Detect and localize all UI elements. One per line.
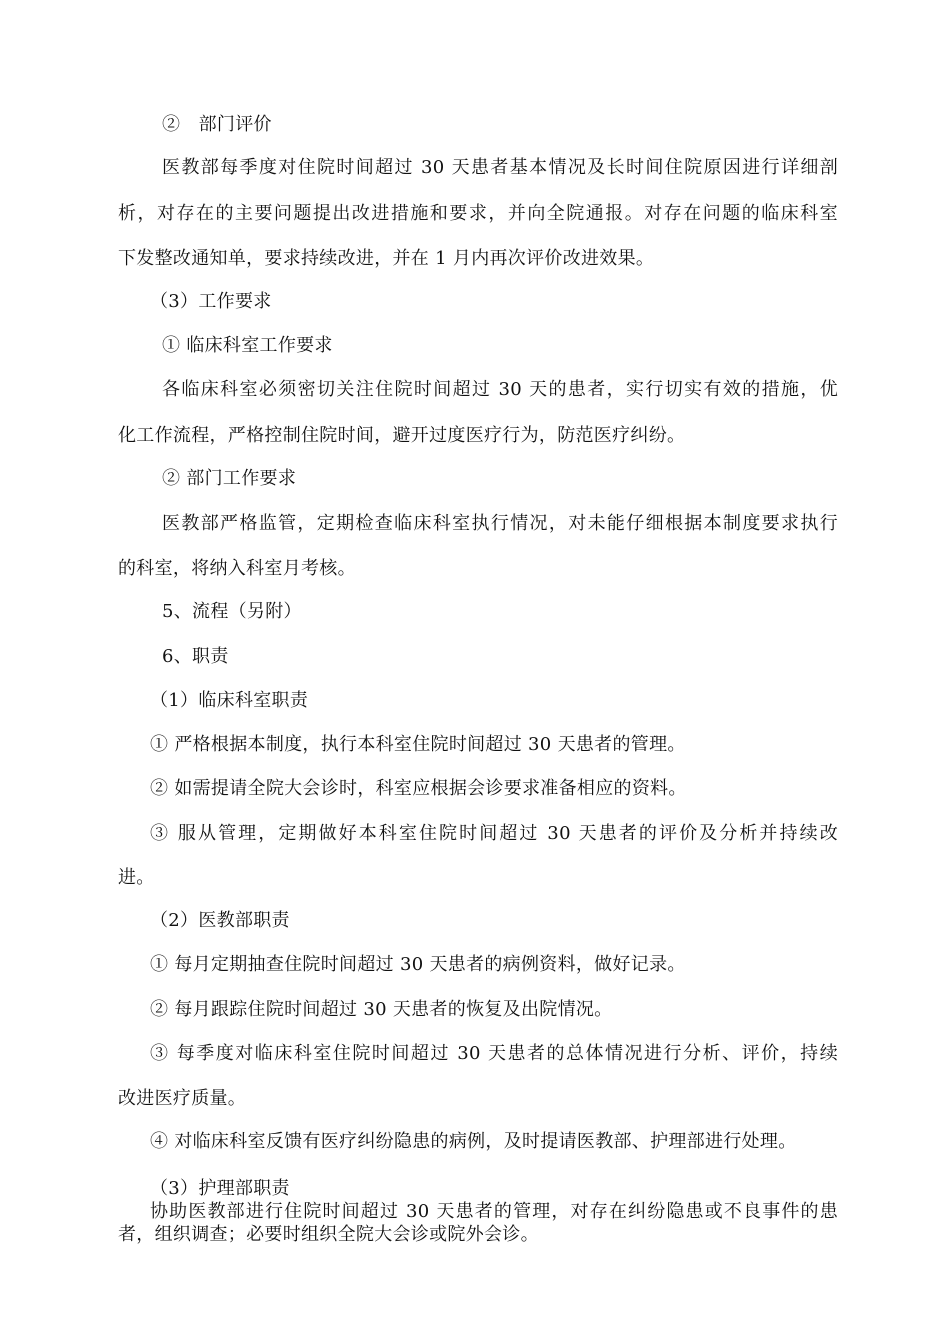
heading-process: 5、流程（另附）: [162, 601, 302, 622]
heading-department-requirements: ② 部门工作要求: [162, 468, 297, 489]
paragraph-line: 下发整改通知单，要求持续改进，并在 1 月内再次评价改进效果。: [118, 248, 655, 269]
heading-department-evaluation: ② 部门评价: [162, 114, 272, 135]
paragraph-line: 析，对存在的主要问题提出改进措施和要求，并向全院通报。对存在问题的临床科室: [118, 203, 838, 224]
paragraph-line: 各临床科室必须密切关注住院时间超过 30 天的患者，实行切实有效的措施，优: [162, 379, 838, 400]
list-item: ④ 对临床科室反馈有医疗纠纷隐患的病例，及时提请医教部、护理部进行处理。: [150, 1131, 797, 1152]
list-item: ③ 每季度对临床科室住院时间超过 30 天患者的总体情况进行分析、评价，持续: [150, 1043, 838, 1064]
list-item: ③ 服从管理，定期做好本科室住院时间超过 30 天患者的评价及分析并持续改: [150, 823, 838, 844]
heading-nursing-responsibilities: （3）护理部职责: [150, 1178, 290, 1199]
paragraph-line: 者，组织调查；必要时组织全院大会诊或院外会诊。: [118, 1224, 539, 1245]
list-item: ② 如需提请全院大会诊时，科室应根据会诊要求准备相应的资料。: [150, 778, 687, 799]
list-item-continuation: 改进医疗质量。: [118, 1088, 247, 1109]
heading-medical-education-responsibilities: （2）医教部职责: [150, 910, 290, 931]
paragraph-line: 医教部严格监管，定期检查临床科室执行情况，对未能仔细根据本制度要求执行: [162, 513, 838, 534]
paragraph-line: 协助医教部进行住院时间超过 30 天患者的管理，对存在纠纷隐患或不良事件的患: [150, 1201, 838, 1222]
heading-clinical-requirements: ① 临床科室工作要求: [162, 335, 333, 356]
heading-clinical-responsibilities: （1）临床科室职责: [150, 690, 309, 711]
paragraph-line: 医教部每季度对住院时间超过 30 天患者基本情况及长时间住院原因进行详细剖: [162, 157, 838, 178]
paragraph-line: 化工作流程，严格控制住院时间，避开过度医疗行为，防范医疗纠纷。: [118, 425, 686, 446]
heading-responsibilities: 6、职责: [162, 646, 229, 667]
heading-work-requirements: （3）工作要求: [150, 291, 272, 312]
list-item: ② 每月跟踪住院时间超过 30 天患者的恢复及出院情况。: [150, 999, 613, 1020]
paragraph-line: 的科室，将纳入科室月考核。: [118, 558, 356, 579]
list-item-continuation: 进。: [118, 867, 155, 888]
list-item: ① 严格根据本制度，执行本科室住院时间超过 30 天患者的管理。: [150, 734, 686, 755]
list-item: ① 每月定期抽查住院时间超过 30 天患者的病例资料，做好记录。: [150, 954, 686, 975]
